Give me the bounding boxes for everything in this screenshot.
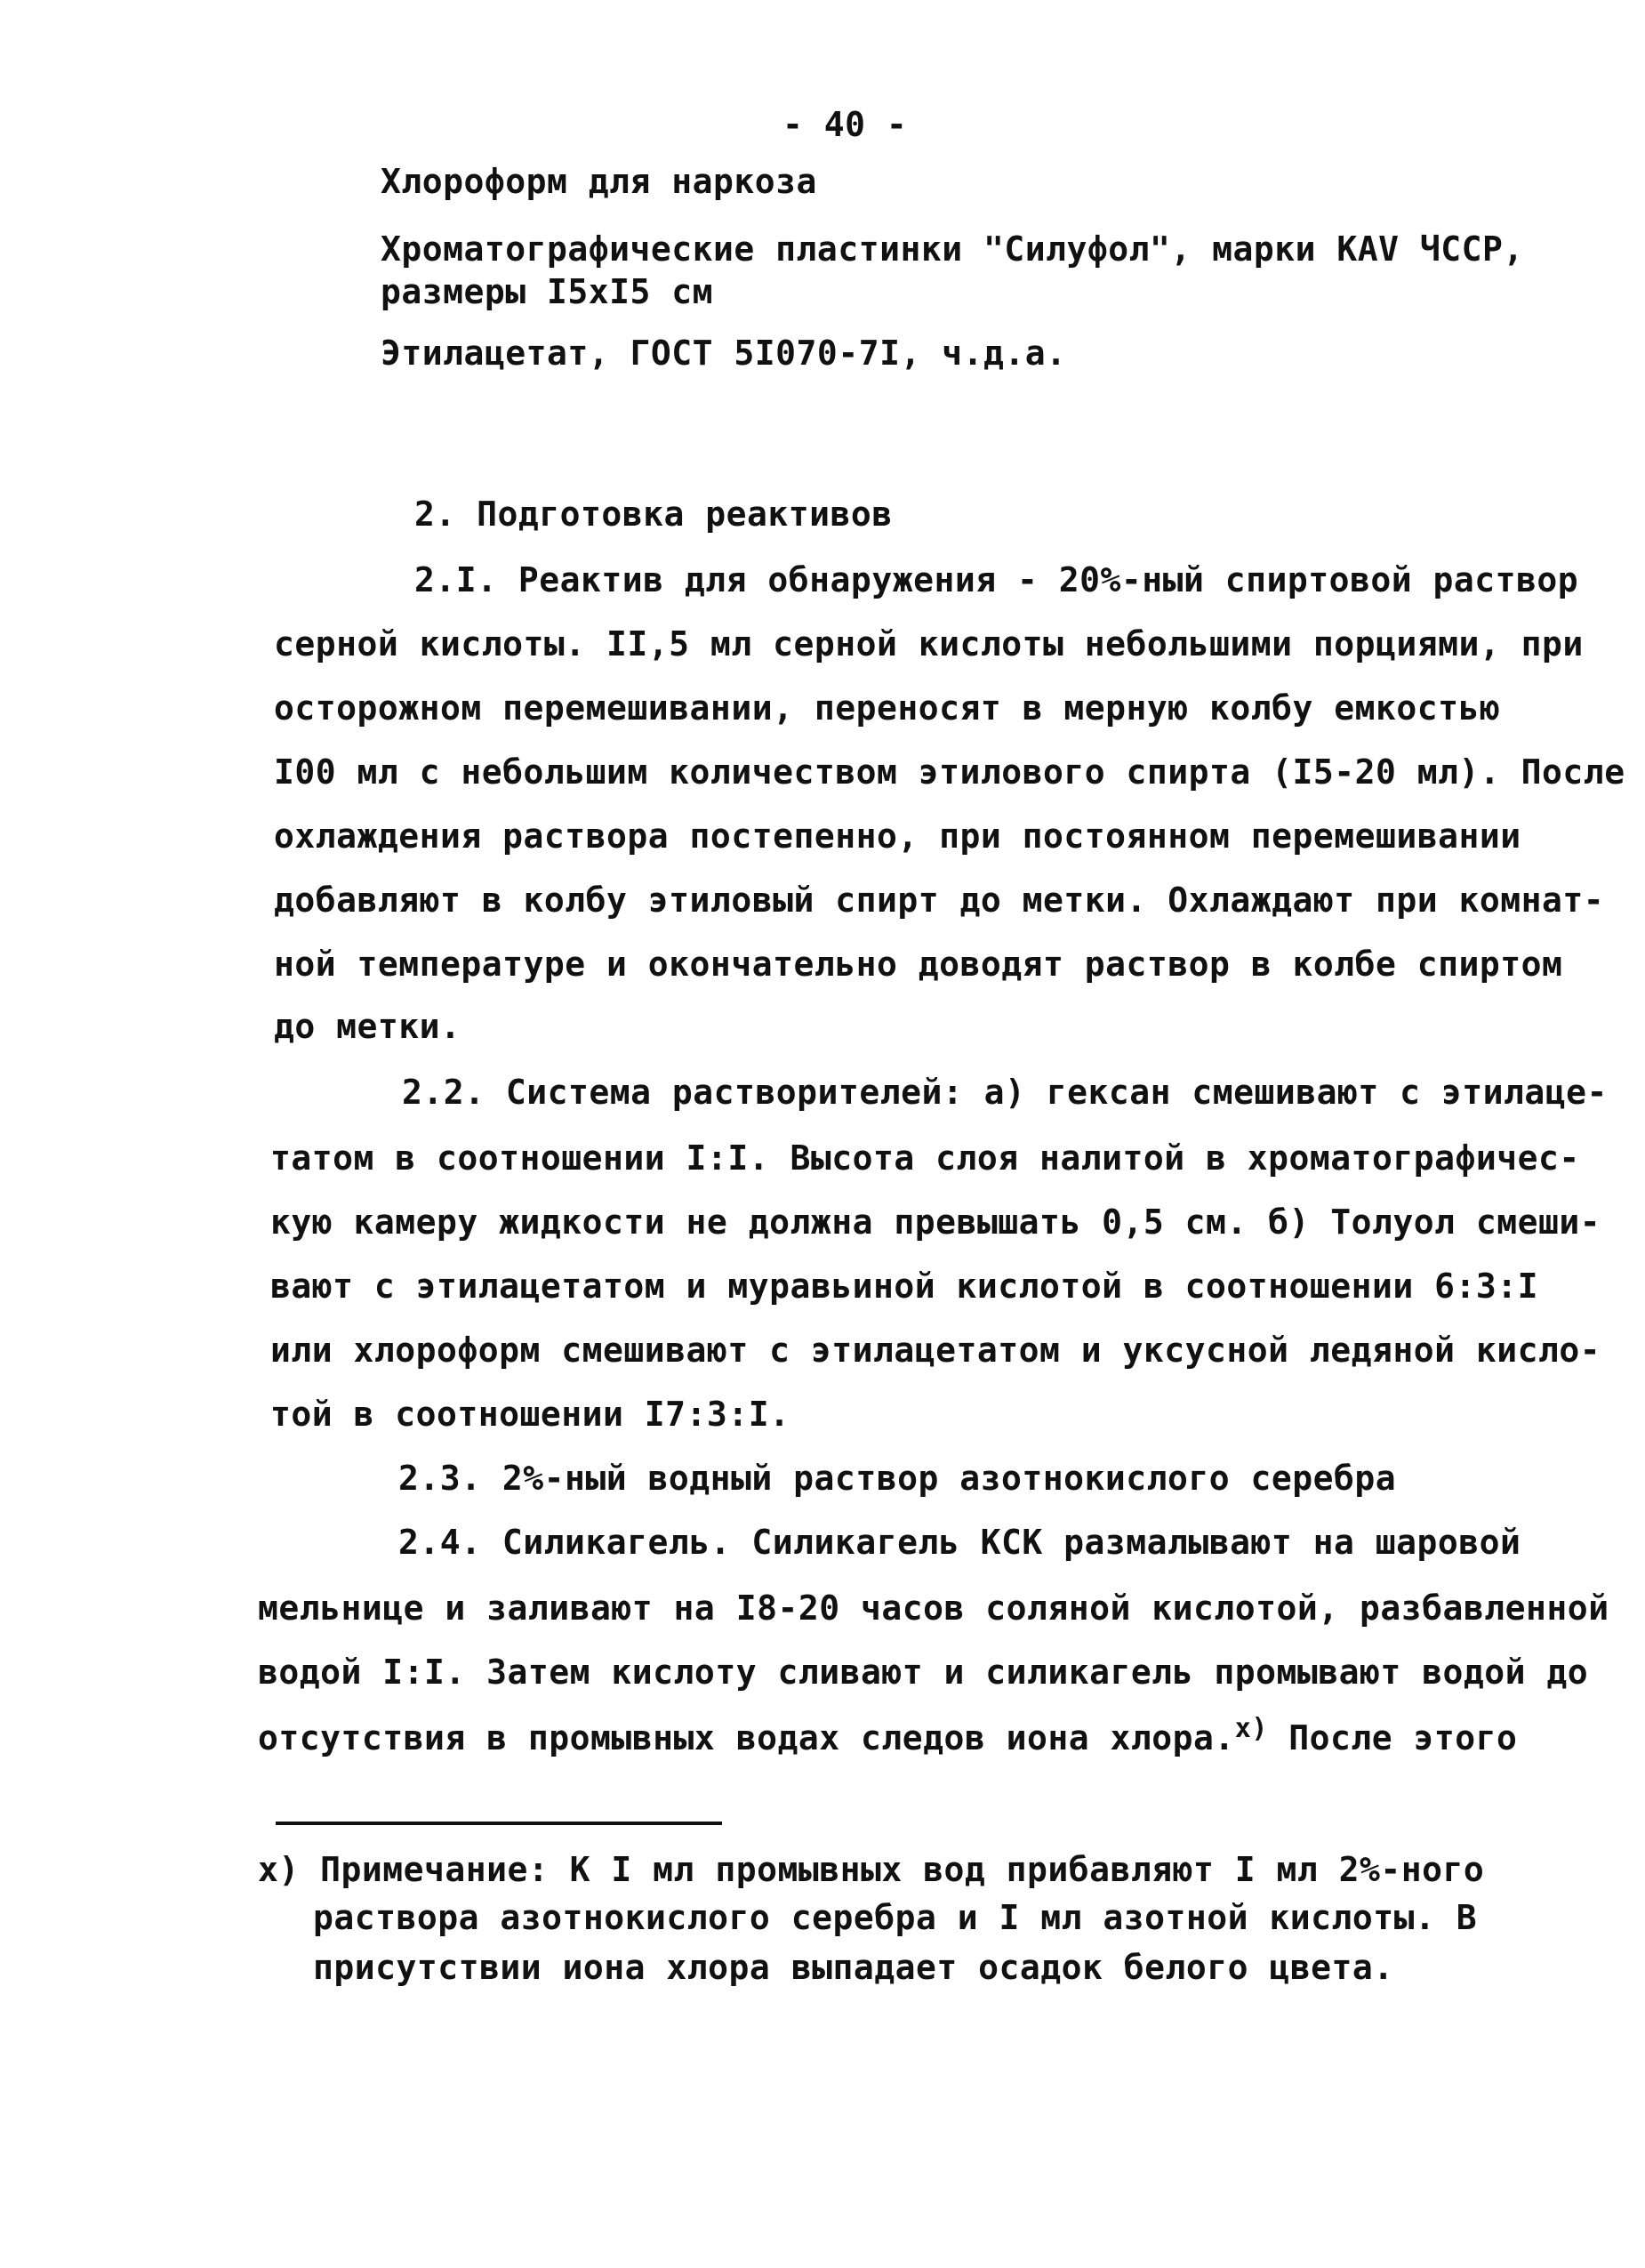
material-line: Этилацетат, ГОСТ 5I070-7I, ч.д.а.: [381, 334, 1067, 373]
body-line: 2.I. Реактив для обнаружения - 20%-ный спиртовой раствор: [414, 560, 1579, 599]
material-line: Хроматографические пластинки "Силуфол", марки КАV ЧССР,: [381, 229, 1524, 269]
body-line: I00 мл с небольшим количеством этилового спирта (I5-20 мл). После: [274, 752, 1625, 792]
body-line: добавляют в колбу этиловый спирт до метки. Охлаждают при комнат-: [274, 881, 1605, 920]
body-line: татом в соотношении I:I. Высота слоя налитой в хроматографичес-: [270, 1138, 1580, 1178]
body-line: ной температуре и окончательно доводят раствор в колбе спиртом: [274, 945, 1563, 984]
body-line-last: [258, 1713, 1518, 1761]
footnote-divider: [276, 1822, 722, 1825]
body-line: мельнице и заливают на I8-20 часов соляной кислотой, разбавленной: [258, 1588, 1609, 1628]
section-heading: 2. Подготовка реактивов: [414, 495, 893, 534]
footnote-line: присутствии иона хлора выпадает осадок белого цвета.: [313, 1948, 1394, 1987]
body-line-text: После этого: [1267, 1718, 1518, 1757]
body-line: 2.3. 2%-ный водный раствор азотнокислого серебра: [398, 1459, 1397, 1498]
body-line: охлаждения раствора постепенно, при постоянном перемешивании: [274, 816, 1521, 856]
page-number: - 40 -: [782, 105, 908, 144]
body-line: кую камеру жидкости не должна превышать 0,5 см. б) Толуол смеши-: [270, 1202, 1601, 1242]
footnote-line: x) Примечание: К I мл промывных вод прибавляют I мл 2%-ного: [258, 1850, 1485, 1889]
body-line: серной кислоты. II,5 мл серной кислоты небольшими порциями, при: [274, 624, 1584, 664]
body-line-text: отсутствия в промывных водах следов иона хлора.: [258, 1718, 1235, 1757]
body-line: водой I:I. Затем кислоту сливают и силикагель промывают водой до: [258, 1653, 1589, 1692]
material-line: размеры I5xI5 см: [381, 272, 714, 311]
body-line: или хлороформ смешивают с этилацетатом и уксусной ледяной кисло-: [270, 1331, 1601, 1370]
body-line: вают с этилацетатом и муравьиной кислотой в соотношении 6:3:I: [270, 1267, 1539, 1306]
body-line: 2.4. Силикагель. Силикагель КСК размалывают на шаровой: [398, 1523, 1521, 1562]
body-line: той в соотношении I7:3:I.: [270, 1395, 790, 1434]
body-line: до метки.: [274, 1007, 461, 1046]
material-line: Хлороформ для наркоза: [381, 162, 817, 201]
footnote-marker: x): [1234, 1713, 1268, 1744]
body-line: осторожном перемешивании, переносят в мерную колбу емкостью: [274, 688, 1501, 728]
body-line: 2.2. Система растворителей: а) гексан смешивают с этилаце-: [402, 1073, 1608, 1112]
footnote-line: раствора азотнокислого серебра и I мл азотной кислоты. В: [313, 1898, 1478, 1937]
